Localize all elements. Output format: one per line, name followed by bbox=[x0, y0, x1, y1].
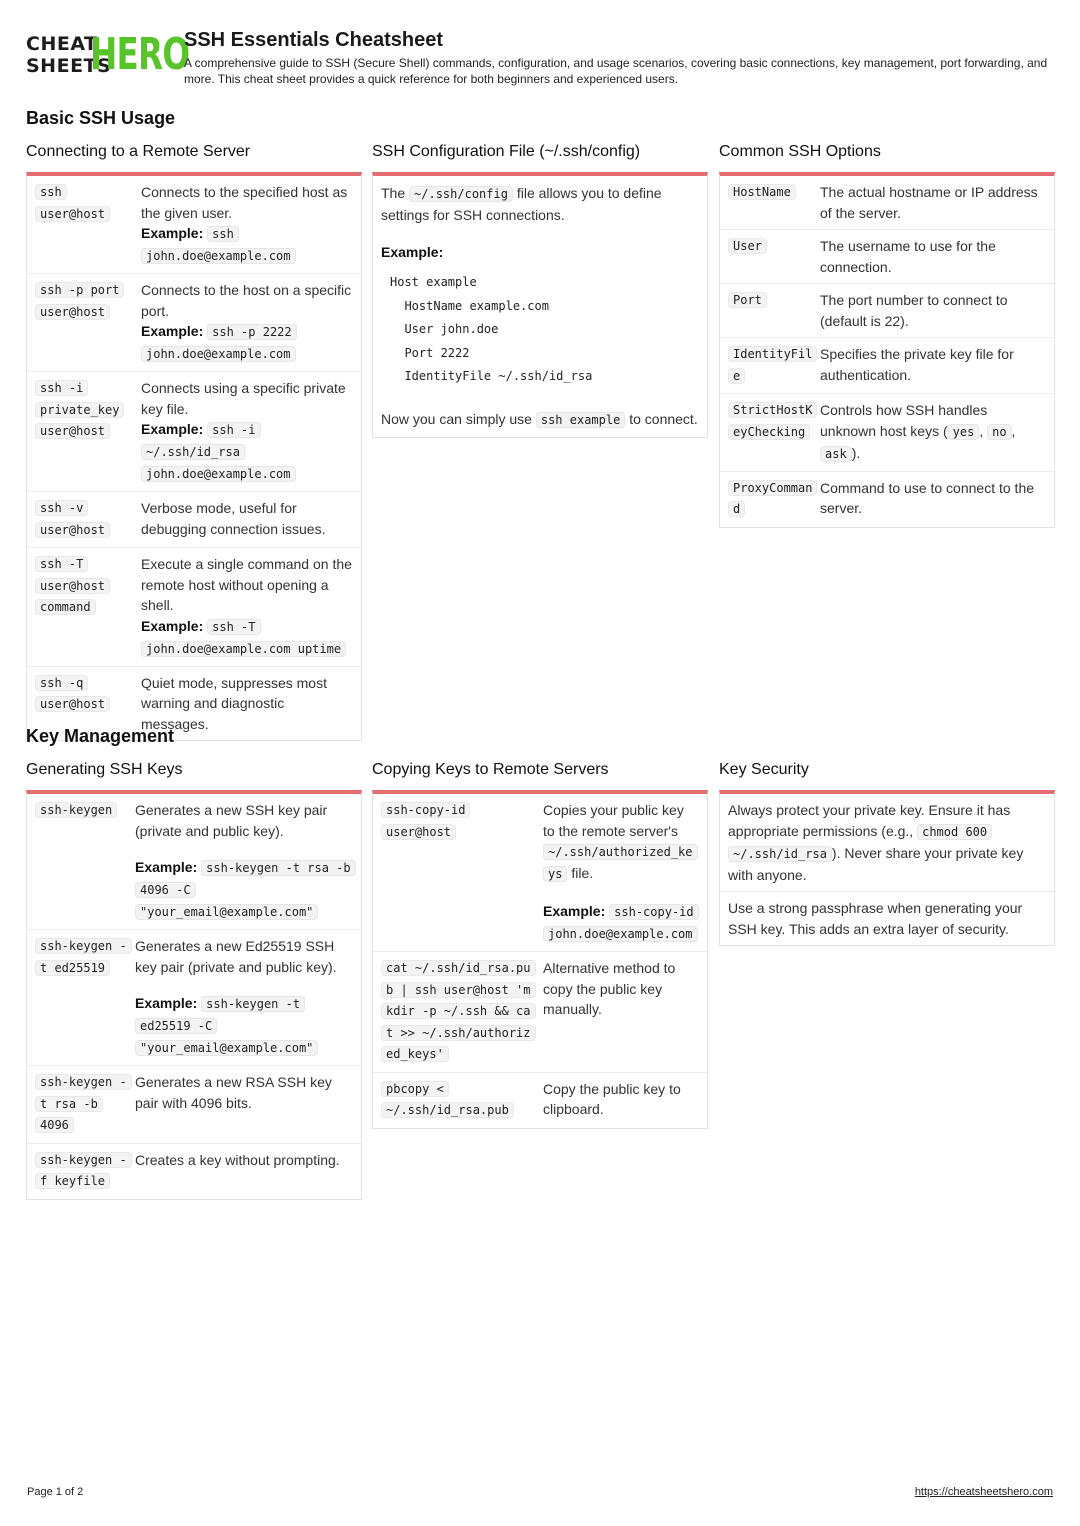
security-tip-before: Always protect your private key. Ensure it has appropriate permissions (e.g., bbox=[728, 802, 1011, 839]
example-code: ssh -p 2222 john.doe@example.com bbox=[141, 324, 297, 362]
option-value-code: ask bbox=[820, 446, 852, 462]
option-code: Port bbox=[728, 292, 767, 308]
page-header bbox=[26, 28, 1056, 92]
example-code: ssh john.doe@example.com bbox=[141, 226, 296, 264]
command-code: ssh-keygen -t ed25519 bbox=[35, 938, 132, 976]
command-code: pbcopy < ~/.ssh/id_rsa.pub bbox=[381, 1081, 514, 1119]
cheatsheetshero-logo[interactable] bbox=[26, 29, 190, 80]
row-description: Creates a key without prompting. bbox=[135, 1151, 340, 1168]
example-code: ssh-keygen -t ed25519 -C "your_email@example.com" bbox=[135, 996, 318, 1056]
panel-generating bbox=[26, 790, 362, 1200]
section-title-basic-usage: Basic SSH Usage bbox=[26, 108, 176, 128]
row-description: Connects to the host on a specific port. bbox=[141, 282, 352, 319]
panel-options bbox=[719, 172, 1055, 528]
option-code: IdentityFile bbox=[728, 346, 817, 384]
row-description: The username to use for the connection. bbox=[820, 238, 996, 275]
command-code: ssh-keygen -t rsa -b 4096 bbox=[35, 1074, 132, 1133]
row-description: The actual hostname or IP address of the server. bbox=[820, 184, 1038, 221]
config-path-code: ~/.ssh/config bbox=[409, 186, 513, 202]
row-description: Alternative method to copy the public key manually. bbox=[543, 960, 676, 1017]
option-value-code: no bbox=[987, 424, 1011, 440]
chmod-code: chmod 600 ~/.ssh/id_rsa bbox=[728, 824, 992, 862]
panel-config bbox=[372, 172, 708, 438]
example-label: Example: bbox=[543, 903, 606, 919]
row-description: Copy the public key to clipboard. bbox=[543, 1080, 681, 1117]
example-label: Example: bbox=[381, 244, 444, 260]
table-row bbox=[27, 492, 361, 548]
panel-connecting bbox=[26, 172, 362, 741]
table-row bbox=[27, 274, 361, 372]
security-tip-after: ). Never share your private key with anyone. bbox=[728, 844, 1024, 883]
table-row bbox=[720, 230, 1054, 284]
command-code: ssh -p port user@host bbox=[35, 282, 124, 320]
table-row bbox=[27, 1066, 361, 1144]
logo-text-hero: HERO bbox=[90, 29, 190, 80]
table-row bbox=[720, 338, 1054, 394]
panel-title-options: Common SSH Options bbox=[719, 143, 881, 160]
panel-title-connecting: Connecting to a Remote Server bbox=[26, 143, 251, 160]
row-description: Connects to the specified host as the given user. bbox=[141, 184, 348, 221]
row-description: Controls how SSH handles unknown host keys ( bbox=[820, 402, 988, 439]
command-code: ssh -i private_key user@host bbox=[35, 380, 124, 439]
table-row bbox=[373, 794, 707, 952]
row-description-after: file. bbox=[571, 865, 594, 881]
config-outro-before: Now you can simply use bbox=[381, 410, 532, 427]
table-row bbox=[373, 952, 707, 1073]
row-description: Generates a new RSA SSH key pair with 4096 bits. bbox=[135, 1074, 332, 1111]
config-outro-after: to connect. bbox=[629, 410, 698, 427]
row-description: Generates a new SSH key pair (private and public key). bbox=[135, 802, 328, 839]
example-code: ssh -T john.doe@example.com uptime bbox=[141, 619, 346, 657]
example-label: Example: bbox=[141, 617, 204, 634]
panel-security bbox=[719, 790, 1055, 946]
row-description: Connects using a specific private key file. bbox=[141, 380, 346, 417]
code-line: Host example bbox=[390, 275, 477, 289]
table-row bbox=[27, 548, 361, 667]
example-label: Example: bbox=[135, 995, 198, 1011]
row-description: Command to use to connect to the server. bbox=[820, 479, 1035, 516]
page-title: SSH Essentials Cheatsheet bbox=[184, 29, 443, 51]
command-code: ssh user@host bbox=[35, 184, 110, 222]
command-code: ssh -q user@host bbox=[35, 675, 110, 713]
code-line: User john.doe bbox=[390, 322, 499, 336]
row-description: Generates a new Ed25519 SSH key pair (private and public key). bbox=[135, 938, 337, 975]
config-outro-code: ssh example bbox=[536, 412, 625, 428]
option-code: ProxyCommand bbox=[728, 480, 817, 518]
table-row bbox=[373, 1073, 707, 1128]
panel-title-copying: Copying Keys to Remote Servers bbox=[372, 761, 609, 778]
table-row bbox=[27, 176, 361, 274]
example-label: Example: bbox=[141, 421, 204, 437]
option-code: HostName bbox=[728, 184, 796, 200]
example-label: Example: bbox=[141, 225, 204, 241]
command-code: ssh-copy-id user@host bbox=[381, 802, 470, 840]
table-row bbox=[720, 472, 1054, 527]
row-description: Copies your public key to the remote server's bbox=[543, 802, 684, 839]
table-row: StrictHostKeyChecking Controls how SSH handles unknown host keys ( yes , no , ask ). bbox=[720, 394, 1054, 472]
section-title-key-management: Key Management bbox=[26, 726, 175, 746]
example-code: ssh-copy-id john.doe@example.com bbox=[543, 904, 699, 942]
security-tip: Use a strong passphrase when generating your SSH key. This adds an extra layer of security. bbox=[728, 900, 1023, 937]
panel-title-config: SSH Configuration File (~/.ssh/config) bbox=[372, 143, 641, 160]
row-description: The port number to connect to (default is 22). bbox=[820, 292, 1008, 329]
config-intro-before: The bbox=[381, 185, 406, 201]
code-line: IdentityFile ~/.ssh/id_rsa bbox=[390, 369, 593, 383]
table-row bbox=[720, 284, 1054, 338]
page-number: Page 1 of 2 bbox=[27, 1486, 84, 1498]
list-item bbox=[720, 892, 1054, 945]
example-code: ssh -i ~/.ssh/id_rsa john.doe@example.com bbox=[141, 422, 296, 482]
command-code: cat ~/.ssh/id_rsa.pub | ssh user@host 'mkdir -p ~/.ssh && cat >> ~/.ssh/authorized_keys' bbox=[381, 960, 536, 1062]
page-description: A comprehensive guide to SSH (Secure Shell) commands, configuration, and usage scenarios, covering basic connections, key management, port forwarding, and more. This cheat sheet provides a quick reference for both beginners and experienced users. bbox=[184, 56, 1048, 86]
code-line: Port 2222 bbox=[390, 345, 470, 360]
row-description: Quiet mode, suppresses most warning and diagnostic messages. bbox=[141, 674, 327, 732]
option-code: StrictHostKeyChecking bbox=[728, 402, 817, 440]
config-code-block bbox=[373, 271, 707, 389]
table-row bbox=[27, 930, 361, 1066]
example-code: ssh-keygen -t rsa -b 4096 -C "your_email@example.com" bbox=[135, 860, 356, 920]
row-description: Execute a single command on the remote host without opening a shell. bbox=[141, 556, 352, 613]
table-row bbox=[27, 1144, 361, 1199]
table-row bbox=[27, 372, 361, 492]
command-code: ssh -T user@host command bbox=[35, 556, 110, 615]
panel-title-generating: Generating SSH Keys bbox=[26, 761, 183, 778]
panel-copying bbox=[372, 790, 708, 1129]
code-line: HostName example.com bbox=[390, 298, 549, 313]
command-code: ssh-keygen bbox=[35, 802, 117, 818]
command-code: ssh -v user@host bbox=[35, 500, 110, 538]
command-code: ssh-keygen -f keyfile bbox=[35, 1152, 132, 1190]
logo-text-sheets: SHEETS bbox=[26, 55, 112, 77]
table-row bbox=[27, 794, 361, 930]
example-label: Example: bbox=[141, 323, 204, 339]
row-description: Specifies the private key file for authentication. bbox=[820, 346, 1014, 383]
config-intro-after: file allows you to define settings for SSH connections. bbox=[381, 185, 662, 223]
option-value-code: yes bbox=[948, 424, 980, 440]
panel-title-security: Key Security bbox=[719, 761, 809, 778]
list-item bbox=[720, 794, 1054, 892]
logo-text-cheat: CHEAT bbox=[26, 33, 98, 55]
row-description: Verbose mode, useful for debugging connection issues. bbox=[141, 500, 326, 537]
example-label: Example: bbox=[135, 859, 198, 875]
footer-link[interactable]: https://cheatsheetshero.com bbox=[914, 1486, 1053, 1498]
table-row bbox=[720, 176, 1054, 230]
authorized-keys-code: ~/.ssh/authorized_keys bbox=[543, 844, 698, 882]
option-code: User bbox=[728, 238, 767, 254]
